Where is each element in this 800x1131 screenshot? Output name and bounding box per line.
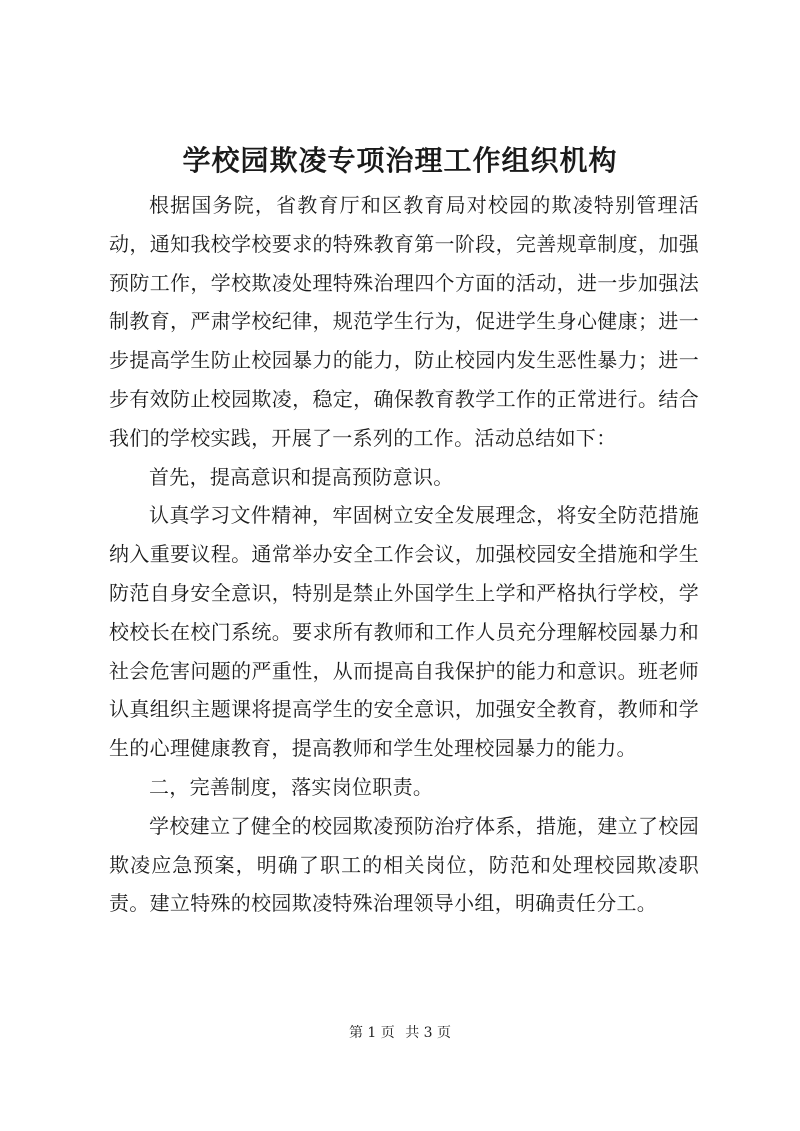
paragraph-system: 学校建立了健全的校园欺凌预防治疗体系，措施，建立了校园欺凌应急预案，明确了职工的相关岗位，防范和处理校园欺凌职责。建立特殊的校园欺凌特殊治理领导小组，明确责任分工。 bbox=[109, 813, 699, 916]
page-total: 共 3 页 bbox=[405, 1025, 452, 1041]
paragraph-heading-second: 二，完善制度，落实岗位职责。 bbox=[149, 774, 434, 799]
paragraph-intro: 根据国务院，省教育厅和区教育局对校园的欺凌特别管理活动，通知我校学校要求的特殊教育第一阶段，完善规章制度，加强预防工作，学校欺凌处理特殊治理四个方面的活动，进一步加强法制教育，严肃学校纪律，规范学生行为，促进学生身心健康；进一步提高学生防止校园暴力的能力，防止校园内发生恶性暴力；进一步有效防止校园欺凌，稳定，确保教育教学工作的正常进行。结合我们的学校实践，开展了一系列的工作。活动总结如下： bbox=[109, 193, 699, 450]
page-number: 第 1 页 bbox=[348, 1025, 395, 1041]
document-title: 学校园欺凌专项治理工作组织机构 bbox=[182, 144, 618, 177]
page-footer bbox=[0, 1023, 800, 1043]
document-body bbox=[109, 186, 699, 923]
paragraph-safety-study: 认真学习文件精神，牢固树立安全发展理念，将安全防范措施纳入重要议程。通常举办安全工作会议，加强校园安全措施和学生防范自身安全意识，特别是禁止外国学生上学和严格执行学校，学校校长在校门系统。要求所有教师和工作人员充分理解校园暴力和社会危害问题的严重性，从而提高自我保护的能力和意识。班老师认真组织主题课将提高学生的安全意识，加强安全教育，教师和学生的心理健康教育，提高教师和学生处理校园暴力的能力。 bbox=[109, 503, 699, 761]
paragraph-heading-first: 首先，提高意识和提高预防意识。 bbox=[149, 464, 454, 489]
